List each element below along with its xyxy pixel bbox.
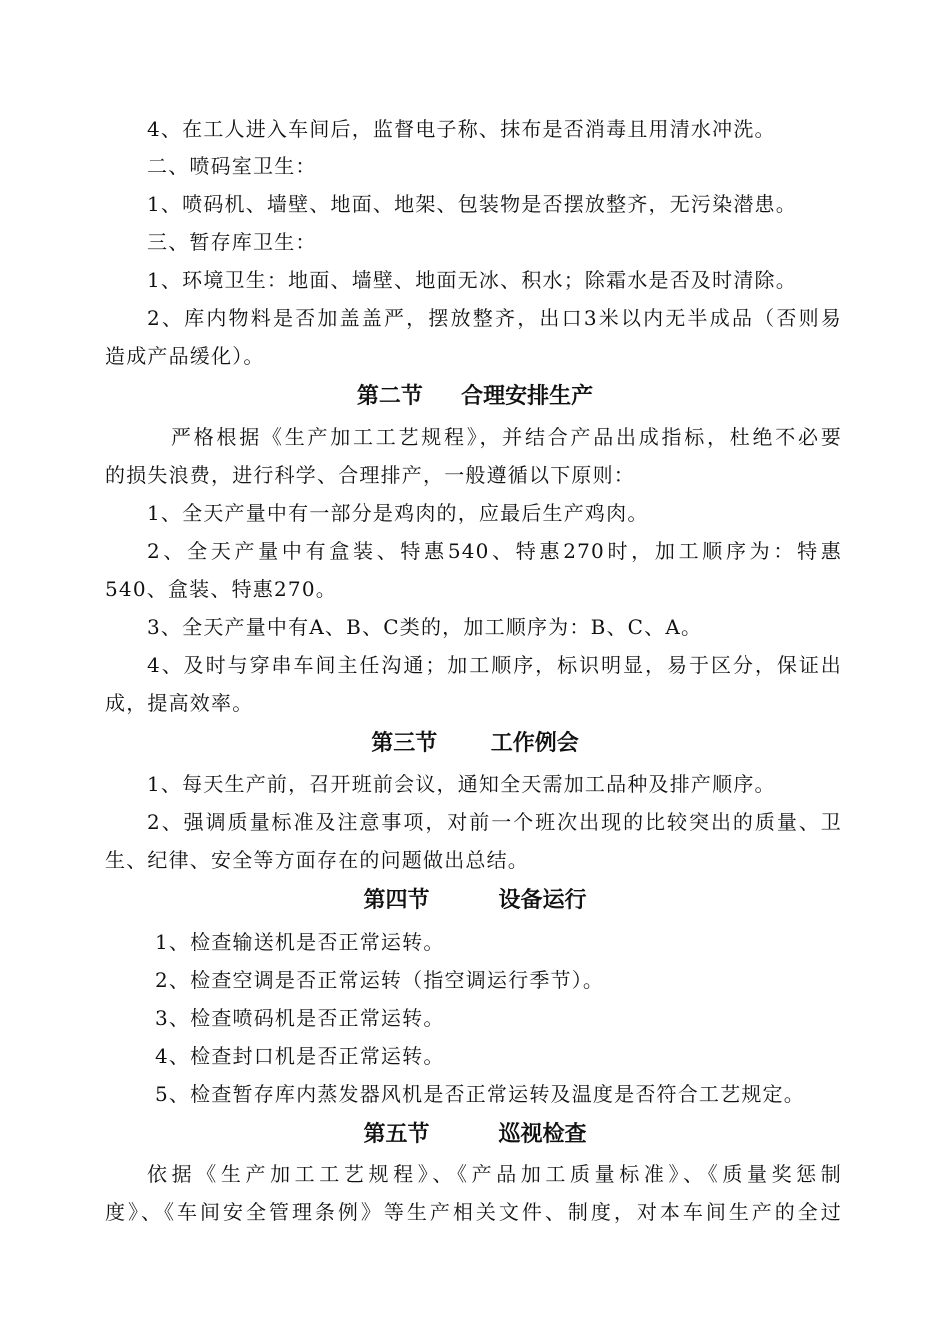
paragraph-line: 1、检查输送机是否正常运转。	[155, 930, 445, 954]
paragraph-line: 3、检查喷码机是否正常运转。	[155, 1006, 445, 1030]
paragraph-line: 5、检查暂存库内蒸发器风机是否正常运转及温度是否符合工艺规定。	[155, 1082, 805, 1106]
paragraph-line: 1、每天生产前，召开班前会议，通知全天需加工品种及排产顺序。	[147, 772, 776, 796]
paragraph-line: 1、喷码机、墙壁、地面、地架、包装物是否摆放整齐，无污染潜患。	[147, 192, 797, 216]
paragraph-line: 成，提高效率。	[105, 691, 254, 715]
paragraph-line: 依据《生产加工工艺规程》、《产品加工质量标准》、《质量奖惩制	[147, 1162, 842, 1186]
paragraph-line: 2、强调质量标准及注意事项，对前一个班次出现的比较突出的质量、卫	[147, 810, 842, 834]
section-heading: 第五节 巡视检查	[363, 1122, 587, 1147]
subsection-heading: 三、暂存库卫生：	[147, 230, 317, 254]
paragraph-line: 2、检查空调是否正常运转（指空调运行季节）。	[155, 968, 605, 992]
paragraph-line: 2、全天产量中有盒装、特惠540、特惠270时，加工顺序为：特惠	[147, 539, 842, 563]
section-heading: 第四节 设备运行	[363, 888, 587, 913]
paragraph-line: 的损失浪费，进行科学、合理排产，一般遵循以下原则：	[105, 463, 635, 487]
paragraph-line: 4、在工人进入车间后，监督电子称、抹布是否消毒且用清水冲洗。	[147, 117, 776, 141]
paragraph-line: 严格根据《生产加工工艺规程》，并结合产品出成指标，杜绝不必要	[171, 425, 842, 449]
paragraph-line: 1、环境卫生：地面、墙壁、地面无冰、积水；除霜水是否及时清除。	[147, 268, 797, 292]
paragraph-line: 4、检查封口机是否正常运转。	[155, 1044, 445, 1068]
subsection-heading: 二、喷码室卫生：	[147, 154, 317, 178]
paragraph-line: 3、全天产量中有A、B、C类的，加工顺序为：B、C、A。	[147, 615, 703, 639]
section-heading: 第三节 工作例会	[371, 731, 579, 756]
paragraph-line: 4、及时与穿串车间主任沟通；加工顺序，标识明显，易于区分，保证出	[147, 653, 842, 677]
paragraph-line: 2、库内物料是否加盖盖严，摆放整齐，出口3米以内无半成品（否则易	[147, 306, 842, 330]
paragraph-line: 1、全天产量中有一部分是鸡肉的，应最后生产鸡肉。	[147, 501, 649, 525]
section-heading: 第二节 合理安排生产	[356, 384, 594, 409]
paragraph-line: 生、纪律、安全等方面存在的问题做出总结。	[105, 848, 529, 872]
paragraph-line: 540、盒装、特惠270。	[105, 577, 337, 601]
paragraph-line: 度》、《车间安全管理条例》等生产相关文件、制度，对本车间生产的全过	[105, 1200, 842, 1224]
paragraph-line: 造成产品缓化）。	[105, 344, 265, 368]
